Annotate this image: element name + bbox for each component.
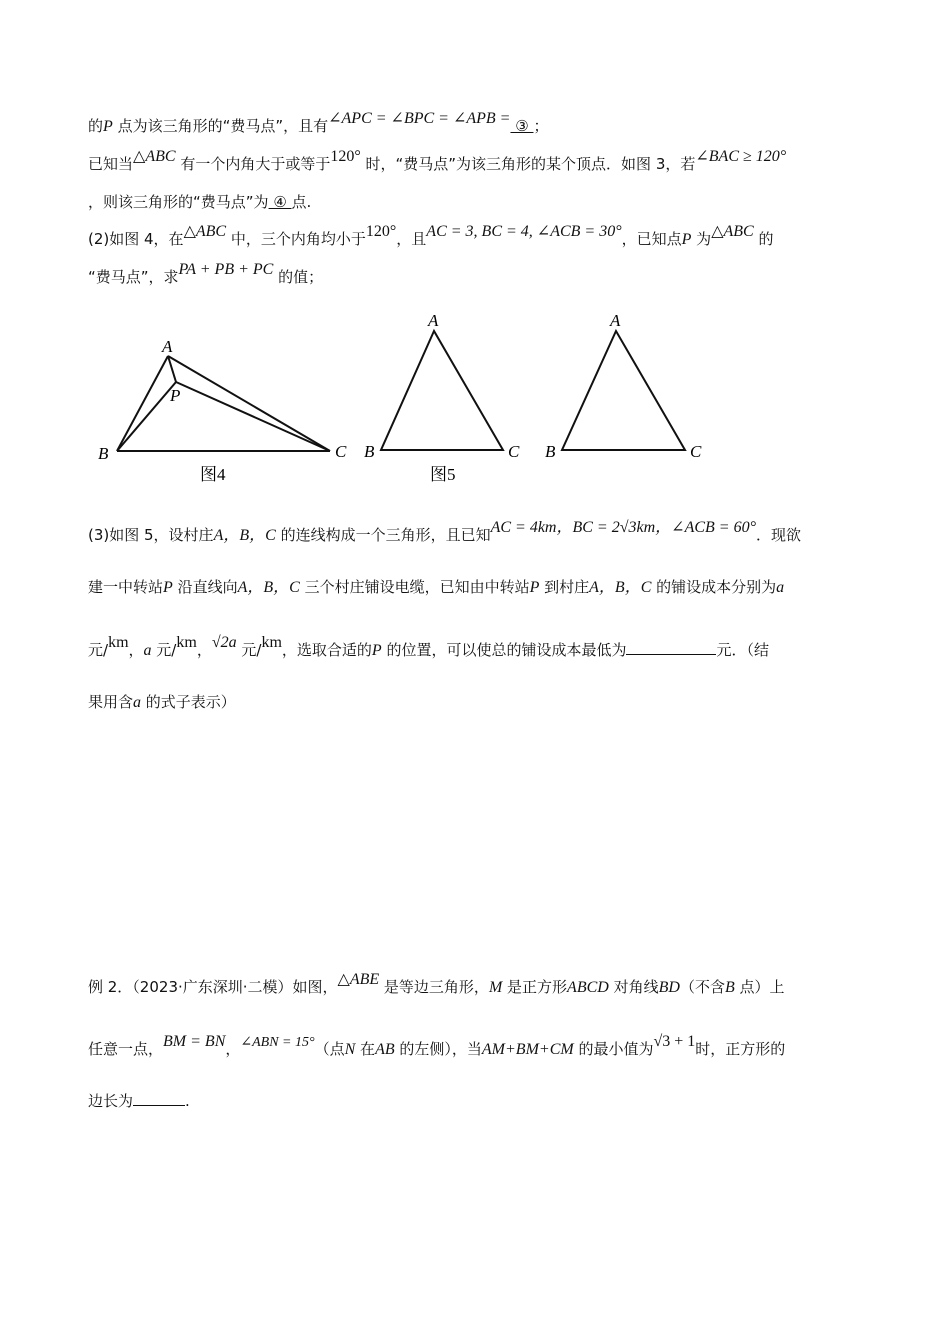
text: 点）上 — [734, 978, 785, 996]
text: 的左侧），当 — [394, 1040, 482, 1058]
math-equation: BM = BN — [163, 1033, 226, 1050]
text: 元/ — [88, 641, 109, 659]
text: ， — [225, 1040, 241, 1058]
figure-5 — [364, 311, 520, 484]
text: (3)如图 5，设村庄 — [88, 526, 214, 544]
text-line-fermat-definition — [88, 110, 549, 137]
math-segment: BD — [658, 979, 680, 996]
text: （点 — [314, 1040, 345, 1058]
text: 在 — [355, 1040, 376, 1058]
text: ，已知点 — [621, 230, 682, 248]
math-points: A，B，C — [237, 579, 300, 596]
figure-4 — [98, 337, 347, 484]
math-triangle: △ABC — [183, 223, 227, 240]
text: . — [185, 1092, 190, 1110]
segment-pb — [117, 382, 176, 451]
text: 果用含 — [88, 693, 134, 711]
text: 中，三个内角均小于 — [226, 230, 366, 248]
text: 例 2．（2023·广东深圳·二模）如图， — [88, 978, 338, 996]
math-sqrt: √2a — [211, 634, 237, 651]
text: 对角线 — [608, 978, 659, 996]
figure-caption-4: 图4 — [200, 465, 226, 484]
text: 的 — [88, 117, 104, 135]
answer-blank-4: ④ — [268, 193, 292, 211]
math-triangle: △ABC — [133, 148, 176, 165]
vertex-label-c: C — [335, 442, 347, 461]
text: 到村庄 — [539, 578, 590, 596]
text: 时，正方形的 — [695, 1040, 786, 1058]
vertex-label-a: A — [162, 337, 173, 356]
text: 沿直线向 — [172, 578, 238, 596]
math-given: AC = 4km，BC = 2√3km，∠ACB = 60° — [490, 519, 756, 536]
math-points: A，B，C — [589, 579, 652, 596]
triangle-abc — [381, 331, 503, 450]
math-var: P — [103, 118, 113, 135]
text: ， — [196, 641, 212, 659]
text-line-question-3b — [88, 577, 784, 598]
math-unit: km — [261, 634, 282, 651]
text: 元/ — [151, 641, 177, 659]
math-given: AC = 3, BC = 4, ∠ACB = 30° — [426, 223, 622, 240]
vertex-label-a: A — [610, 311, 621, 330]
text: ．现欲 — [755, 526, 801, 544]
text-line-example-2 — [88, 971, 785, 998]
text: 已知当 — [88, 155, 134, 173]
text: 为 — [691, 230, 712, 248]
math-var: N — [344, 1041, 356, 1058]
text-line-question-3c — [88, 634, 769, 661]
text-line-obtuse-case — [88, 148, 787, 175]
text: “费马点”，求 — [88, 268, 179, 286]
answer-blank — [626, 640, 716, 655]
figure-6 — [545, 311, 702, 461]
text: 点. — [291, 193, 312, 211]
math-var: a — [133, 694, 142, 711]
text: 是等边三角形， — [379, 978, 489, 996]
text-line-question-3d — [88, 692, 236, 713]
text: (2)如图 4，在 — [88, 230, 184, 248]
math-angle-equation: ∠APC = ∠BPC = ∠APB = — [328, 110, 511, 127]
point-label-p: P — [170, 386, 181, 405]
text: ； — [533, 117, 549, 135]
text: 建一中转站 — [88, 578, 164, 596]
vertex-label-c: C — [690, 442, 702, 461]
text: 的位置，可以使总的铺设成本最低为 — [381, 641, 627, 659]
math-points: A，B，C — [213, 527, 276, 544]
math-square: ABCD — [567, 979, 609, 996]
math-var: P — [681, 231, 692, 248]
math-var: B — [724, 979, 735, 996]
math-var: P — [529, 579, 540, 596]
math-sum: AM+BM+CM — [481, 1041, 574, 1058]
text: 的铺设成本分别为 — [651, 578, 777, 596]
text: 的最小值为 — [573, 1040, 654, 1058]
text-line-example-2c — [88, 1091, 190, 1111]
math-degree: 120° — [365, 223, 397, 240]
vertex-label-b: B — [364, 442, 375, 461]
figures — [0, 300, 950, 500]
text-line-question-2b — [88, 261, 324, 288]
math-segment: AB — [375, 1041, 395, 1058]
text: ，且 — [396, 230, 427, 248]
math-condition: ∠BAC ≥ 120° — [695, 148, 787, 165]
text: 有一个内角大于或等于 — [175, 155, 331, 173]
text: 时，“费马点”为该三角形的某个顶点．如图 3，若 — [360, 155, 696, 173]
text: 任意一点， — [88, 1040, 164, 1058]
math-min-value: √3 + 1 — [653, 1033, 696, 1050]
math-angle: ∠ABN = 15° — [240, 1035, 315, 1050]
math-unit: km — [108, 634, 129, 651]
text: 元．（结 — [716, 641, 769, 659]
text-line-fermat-vertex — [88, 192, 311, 212]
math-var: P — [371, 642, 382, 659]
text: 点为该三角形的“费马点”，且有 — [112, 117, 329, 135]
text-line-example-2b — [88, 1033, 786, 1061]
text: 的 — [753, 230, 774, 248]
math-var: M — [488, 979, 503, 996]
math-unit: km — [176, 634, 197, 651]
math-var: a — [143, 642, 152, 659]
math-triangle: △ABC — [711, 223, 754, 240]
text: （不含 — [679, 978, 725, 996]
text: ，则该三角形的“费马点”为 — [88, 193, 269, 211]
vertex-label-b: B — [98, 444, 109, 463]
triangle-abc — [562, 331, 685, 450]
text: 三个村庄铺设电缆，已知由中转站 — [299, 578, 530, 596]
text: 的连线构成一个三角形，且已知 — [275, 526, 491, 544]
text: 边长为 — [88, 1092, 134, 1110]
text: 元/ — [236, 641, 262, 659]
vertex-label-c: C — [508, 442, 520, 461]
math-var: a — [776, 579, 785, 596]
answer-blank — [133, 1091, 185, 1106]
text: 的值； — [273, 268, 324, 286]
text-line-question-3 — [88, 519, 801, 546]
figure-caption-5: 图5 — [430, 465, 456, 484]
answer-blank-3: ③ — [510, 117, 534, 135]
vertex-label-a: A — [428, 311, 439, 330]
segment-ab — [117, 356, 168, 451]
text: ， — [128, 641, 144, 659]
text: 是正方形 — [502, 978, 568, 996]
math-degree: 120° — [330, 148, 361, 165]
segment-ac — [168, 356, 330, 451]
math-triangle: △ABE — [337, 971, 380, 988]
text: ，选取合适的 — [281, 641, 372, 659]
text: 的式子表示） — [141, 693, 236, 711]
math-expression: PA + PB + PC — [178, 261, 274, 278]
vertex-label-b: B — [545, 442, 556, 461]
segment-pc — [176, 382, 330, 451]
text-line-question-2 — [88, 223, 774, 250]
math-var: P — [163, 579, 173, 596]
